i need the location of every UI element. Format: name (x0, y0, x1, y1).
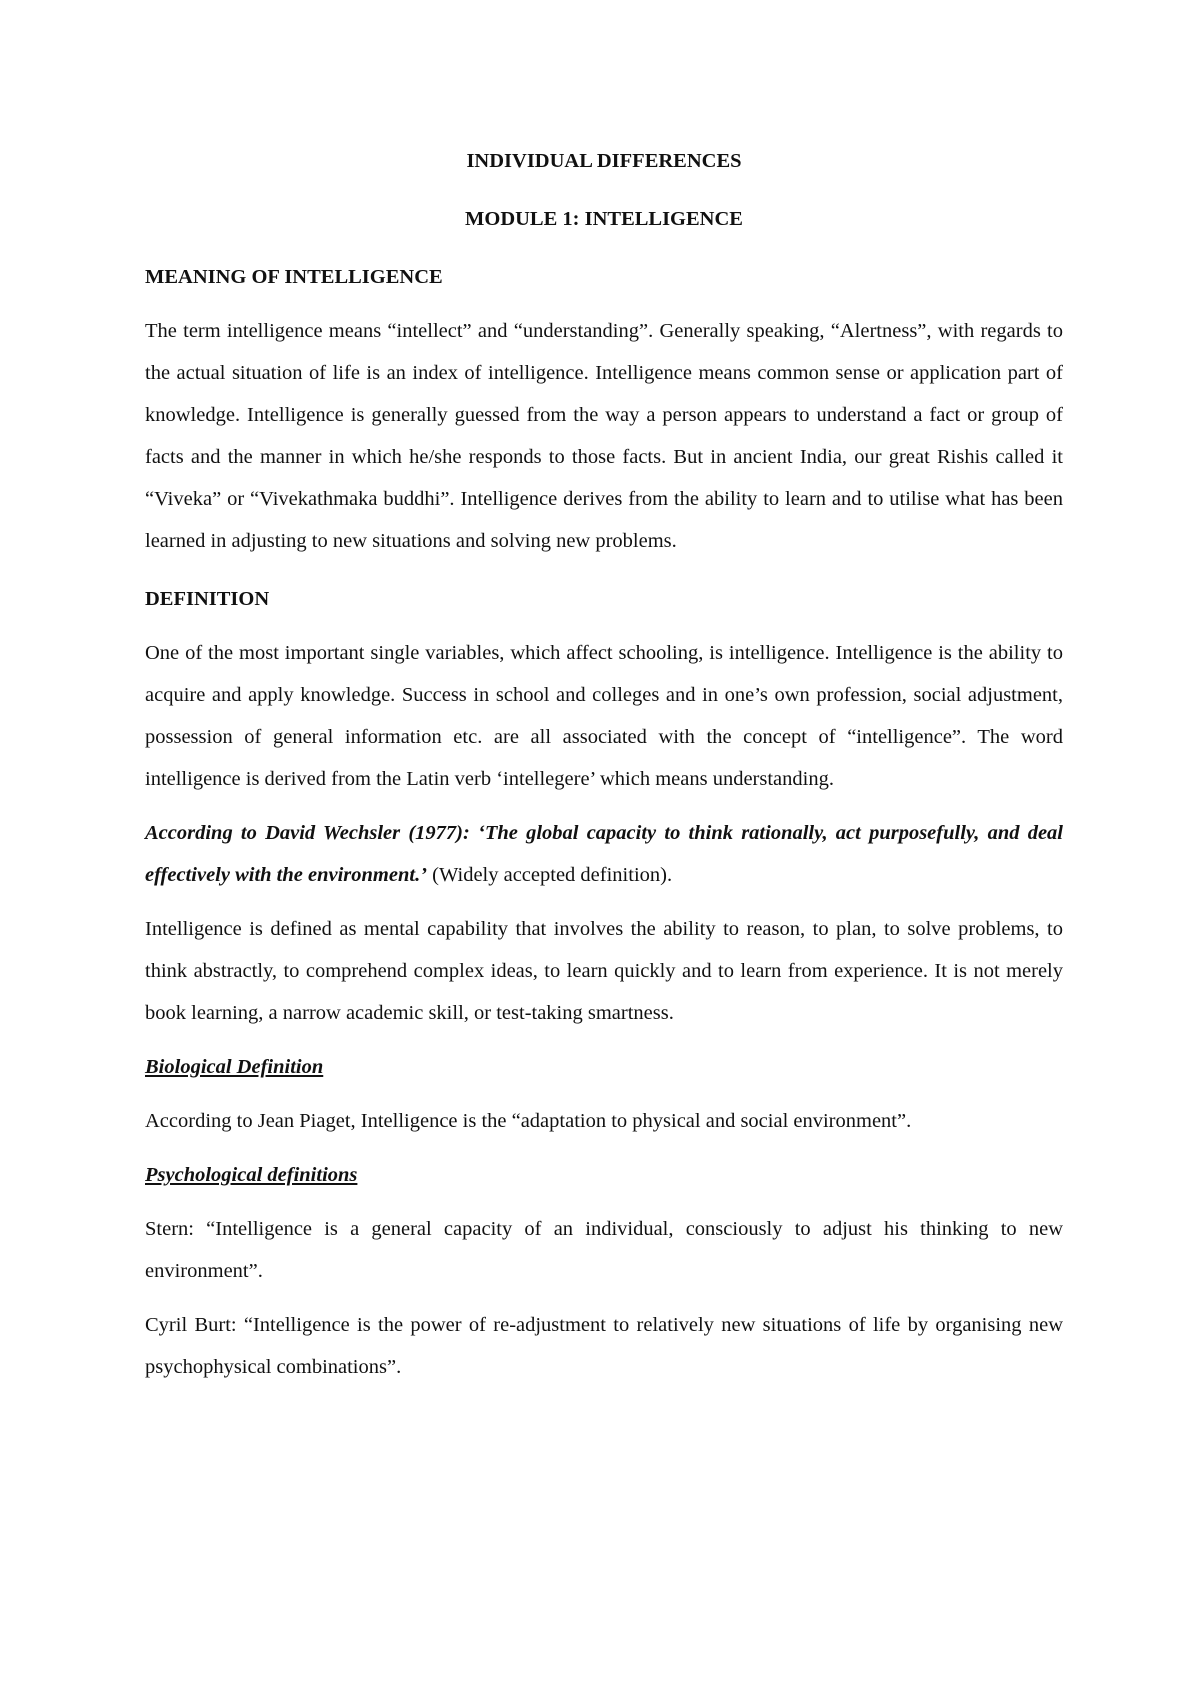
paragraph-meaning: The term intelligence means “intellect” and “understanding”. Generally speaking, “Alertness”, with regards to the actual situation of life is an index of intelligence. Intelligence means common sense or application part of knowledge. Intelligence is generally guessed from the way a person appears to understand a fact or group of facts and the manner in which he/she responds to those facts. But in ancient India, our great Rishis called it “Viveka” or “Vivekathmaka buddhi”. Intelligence derives from the ability to learn and to utilise what has been learned in adjusting to new situations and solving new problems. (145, 320, 1063, 552)
module-title: MODULE 1: INTELLIGENCE (465, 208, 743, 230)
wechsler-note: (Widely accepted definition). (427, 864, 673, 886)
paragraph-definition-2: Intelligence is defined as mental capability that involves the ability to reason, to plan, to solve problems, to think abstractly, to comprehend complex ideas, to learn quickly and to learn from experience. It is not merely book learning, a narrow academic skill, or test-taking smartness. (145, 918, 1063, 1024)
section-heading-psychological: Psychological definitions (145, 1164, 358, 1186)
paragraph-definition-1: One of the most important single variables, which affect schooling, is intelligence. Intelligence is the ability to acquire and apply knowledge. Success in school and colleges and in one’s own profession, social adjustment, possession of general information etc. are all associated with the concept of “intelligence”. The word intelligence is derived from the Latin verb ‘intellegere’ which means understanding. (145, 642, 1063, 790)
section-heading-meaning: MEANING OF INTELLIGENCE (145, 266, 443, 288)
paragraph-wechsler (145, 812, 1063, 896)
section-heading-definition: DEFINITION (145, 588, 270, 610)
section-heading-biological: Biological Definition (145, 1056, 324, 1078)
paragraph-stern: Stern: “Intelligence is a general capacity of an individual, consciously to adjust his thinking to new environment”. (145, 1218, 1063, 1282)
paragraph-biological: According to Jean Piaget, Intelligence is the “adaptation to physical and social environment”. (145, 1110, 912, 1132)
paragraph-burt: Cyril Burt: “Intelligence is the power of re-adjustment to relatively new situations of life by organising new psychophysical combinations”. (145, 1314, 1063, 1378)
document-body (145, 140, 1063, 1388)
document-title: INDIVIDUAL DIFFERENCES (466, 150, 742, 172)
wechsler-quote: According to David Wechsler (1977): ‘The global capacity to think rationally, act purposefully, and deal effectively with the environment.’ (145, 822, 1063, 886)
